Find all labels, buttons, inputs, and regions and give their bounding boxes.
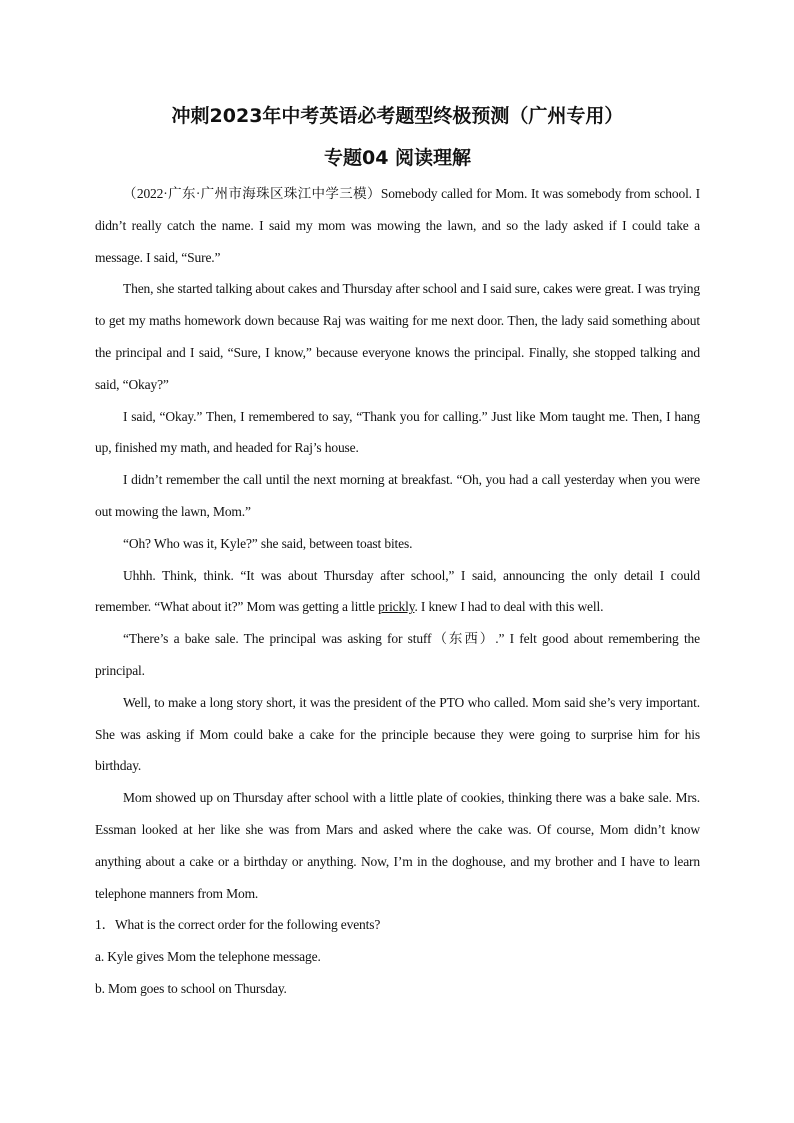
document-subtitle: 专题04 阅读理解	[323, 147, 472, 169]
option-b: b. Mom goes to school on Thursday.	[95, 980, 287, 996]
document-page	[95, 100, 700, 1005]
passage-paragraph-3: I said, “Okay.” Then, I remembered to say, “Thank you for calling.” Just like Mom taught me. Then, I hang up, finished my math, and headed for Raj’s house.	[95, 408, 700, 456]
option-a: a. Kyle gives Mom the telephone message.	[95, 949, 321, 965]
document-title: 冲刺2023年中考英语必考题型终极预测（广州专用）	[171, 105, 624, 127]
source-note: （2022·广东·广州市海珠区珠江中学三模）	[123, 186, 381, 201]
passage-paragraph-7: “There’s a bake sale. The principal was asking for stuff（东西）.” I felt good about remembering the principal.	[95, 631, 700, 678]
paragraph-text: Somebody called for Mom. It was somebody from school. I didn’t really catch the name. I said my mom was mowing the lawn, and so the lady asked if I could take a message. I said, “Sure.”	[95, 186, 700, 265]
paragraph-text: Uhhh. Think, think. “It was about Thursday after school,” I said, announcing the only detail I could remember. “What about it?” Mom was getting a little	[95, 567, 700, 615]
passage-paragraph-4: I didn’t remember the call until the next morning at breakfast. “Oh, you had a call yesterday when you were out mowing the lawn, Mom.”	[95, 472, 700, 519]
paragraph-text: . I knew I had to deal with this well.	[414, 599, 604, 615]
passage-paragraph-1	[95, 178, 700, 273]
passage-paragraph-9: Mom showed up on Thursday after school with a little plate of cookies, thinking there was a bake sale. Mrs. Essman looked at her like she was from Mars and asked where the cake was. Of course, Mom didn’t know anything about a cake or a birthday or anything. Now, I’m in the doghouse, and my brother and I have to learn telephone manners from Mom.	[95, 790, 700, 901]
passage-paragraph-8: Well, to make a long story short, it was the president of the PTO who called. Mom said she’s very important. She was asking if Mom could bake a cake for the principle because they were going to surprise him for his birthday.	[95, 694, 700, 774]
passage-paragraph-5: “Oh? Who was it, Kyle?” she said, between toast bites.	[123, 535, 413, 551]
question-1: 1．What is the correct order for the following events?	[95, 917, 381, 933]
passage-paragraph-2: Then, she started talking about cakes and Thursday after school and I said sure, cakes were great. I was trying to get my maths homework down because Raj was waiting for me next door. Then, the lady said something about the principal and I said, “Sure, I know,” because everyone knows the principal. Finally, she stopped talking and said, “Okay?”	[95, 281, 700, 392]
underlined-word: prickly	[378, 599, 415, 615]
passage-paragraph-6	[95, 560, 700, 624]
